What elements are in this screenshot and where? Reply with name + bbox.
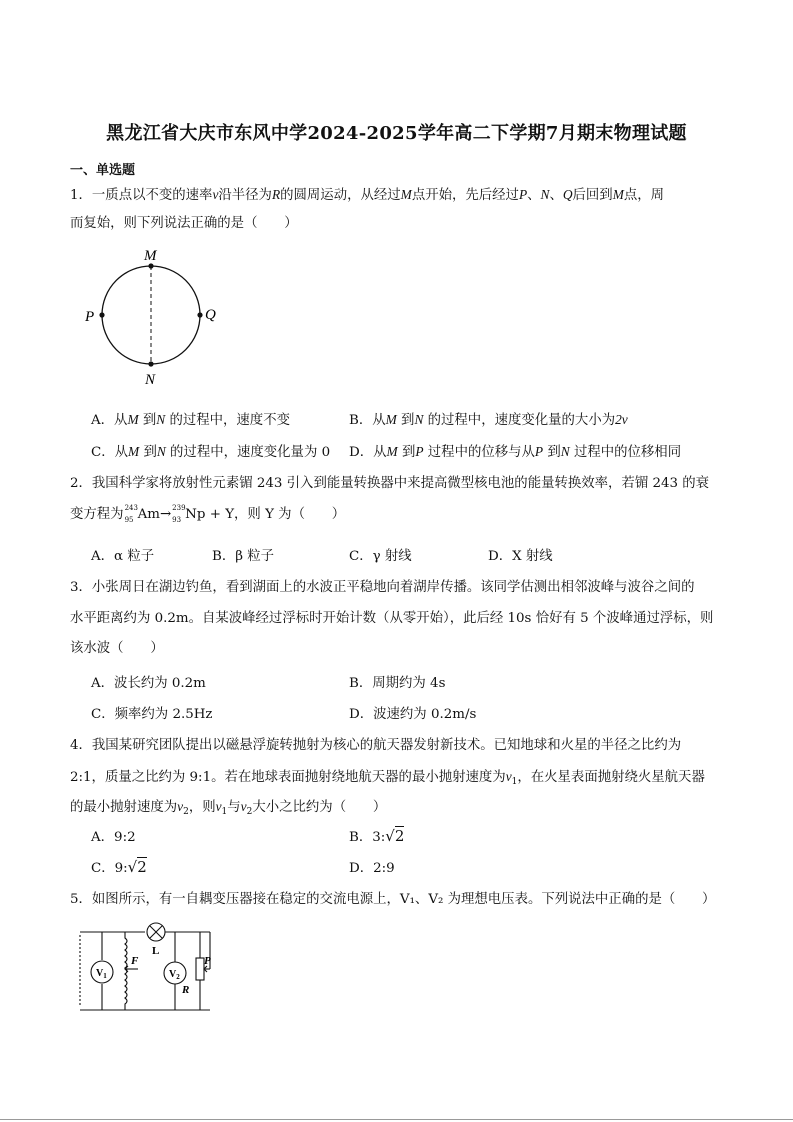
- q2-option-d: D．X 射线: [488, 549, 553, 564]
- page-bottom-rule: [0, 1119, 793, 1120]
- q5-stem-line1: 5．如图所示，有一自耦变压器接在稳定的交流电源上，V₁、V₂ 为理想电压表。下列说法中正确的是（ ）: [70, 892, 716, 907]
- label-r: R: [182, 984, 190, 996]
- label-p: P: [204, 955, 211, 967]
- resistor-r: [196, 958, 204, 980]
- q2-stem-line1: 2．我国科学家将放射性元素镅 243 引入到能量转换器中来提高微型核电池的能量转换效率，若镅 243 的衰: [70, 476, 710, 491]
- label-m: M: [144, 248, 157, 264]
- label-f: F: [131, 955, 139, 967]
- q4-stem-line2: 2:1，质量之比约为 9:1。若在地球表面抛射绕地航天器的最小抛射速度为$v_1$，在火星表面抛射绕火星航天器: [70, 769, 705, 787]
- q5-circuit-figure: [70, 920, 230, 1020]
- q1-stem-line1: 1．一质点以不变的速率v沿半径为R的圆周运动，从经过M点开始，先后经过P、N、Q后回到M点，周: [70, 187, 665, 203]
- q4-option-d: D．2:9: [349, 861, 395, 876]
- q3-option-d: D．波速约为 0.2m/s: [349, 707, 477, 722]
- label-q: Q: [205, 307, 216, 323]
- q4-option-a: A．9:2: [91, 830, 136, 845]
- q1-stem-line2: 而复始，则下列说法正确的是（ ）: [70, 216, 298, 231]
- q4-stem-line3: 的最小抛射速度为$v_2$，则$v_1$与$v_2$大小之比约为（ ）: [70, 799, 387, 817]
- q3-option-a: A．波长约为 0.2m: [91, 676, 206, 691]
- point-p: [99, 312, 104, 317]
- q3-option-b: B．周期约为 4s: [349, 676, 446, 691]
- label-v1: $V_1$: [96, 968, 107, 980]
- q3-stem-line2: 水平距离约为 0.2m。自某波峰经过浮标时开始计数（从零开始），此后经 10s 恰好有 5 个波峰通过浮标，则: [70, 611, 714, 626]
- q1-circle-figure: [78, 242, 228, 390]
- label-n: N: [145, 372, 156, 388]
- point-q: [197, 312, 202, 317]
- point-m: [148, 263, 153, 268]
- q2-option-b: B．β 粒子: [212, 549, 275, 564]
- exam-title: 黑龙江省大庆市东风中学2024-2025学年高二下学期7月期末物理试题: [106, 123, 687, 144]
- q1-option-a: A．从M 到N 的过程中，速度不变: [91, 412, 290, 428]
- point-n: [148, 361, 153, 366]
- q4-option-c: C．9:√2: [91, 858, 147, 876]
- q3-option-c: C．频率约为 2.5Hz: [91, 707, 213, 722]
- q1-option-c: C．从M 到N 的过程中，速度变化量为 0: [91, 444, 331, 460]
- q1-option-b: B．从M 到N 的过程中，速度变化量的大小为2v: [349, 412, 628, 428]
- q3-stem-line1: 3．小张周日在湖边钓鱼，看到湖面上的水波正平稳地向着湖岸传播。该同学估测出相邻波峰与波谷之间的: [70, 580, 695, 595]
- label-l: L: [152, 945, 160, 957]
- q4-option-b: B．3:√2: [349, 827, 405, 845]
- label-v2: $V_2$: [169, 969, 180, 981]
- q2-stem-line2: 变方程为 243 95 Am→ 239 93 Np + Y，则 Y 为（ ）: [70, 504, 346, 524]
- label-p: P: [85, 309, 95, 325]
- q1-option-d: D．从M 到P 过程中的位移与从P 到N 过程中的位移相同: [349, 444, 682, 460]
- section-heading: 一、单选题: [70, 163, 136, 178]
- q2-option-c: C．γ 射线: [349, 549, 412, 564]
- q4-stem-line1: 4．我国某研究团队提出以磁悬浮旋转抛射为核心的航天器发射新技术。已知地球和火星的半径之比约为: [70, 738, 682, 753]
- q2-option-a: A．α 粒子: [91, 549, 155, 564]
- q3-stem-line3: 该水波（ ）: [70, 641, 164, 656]
